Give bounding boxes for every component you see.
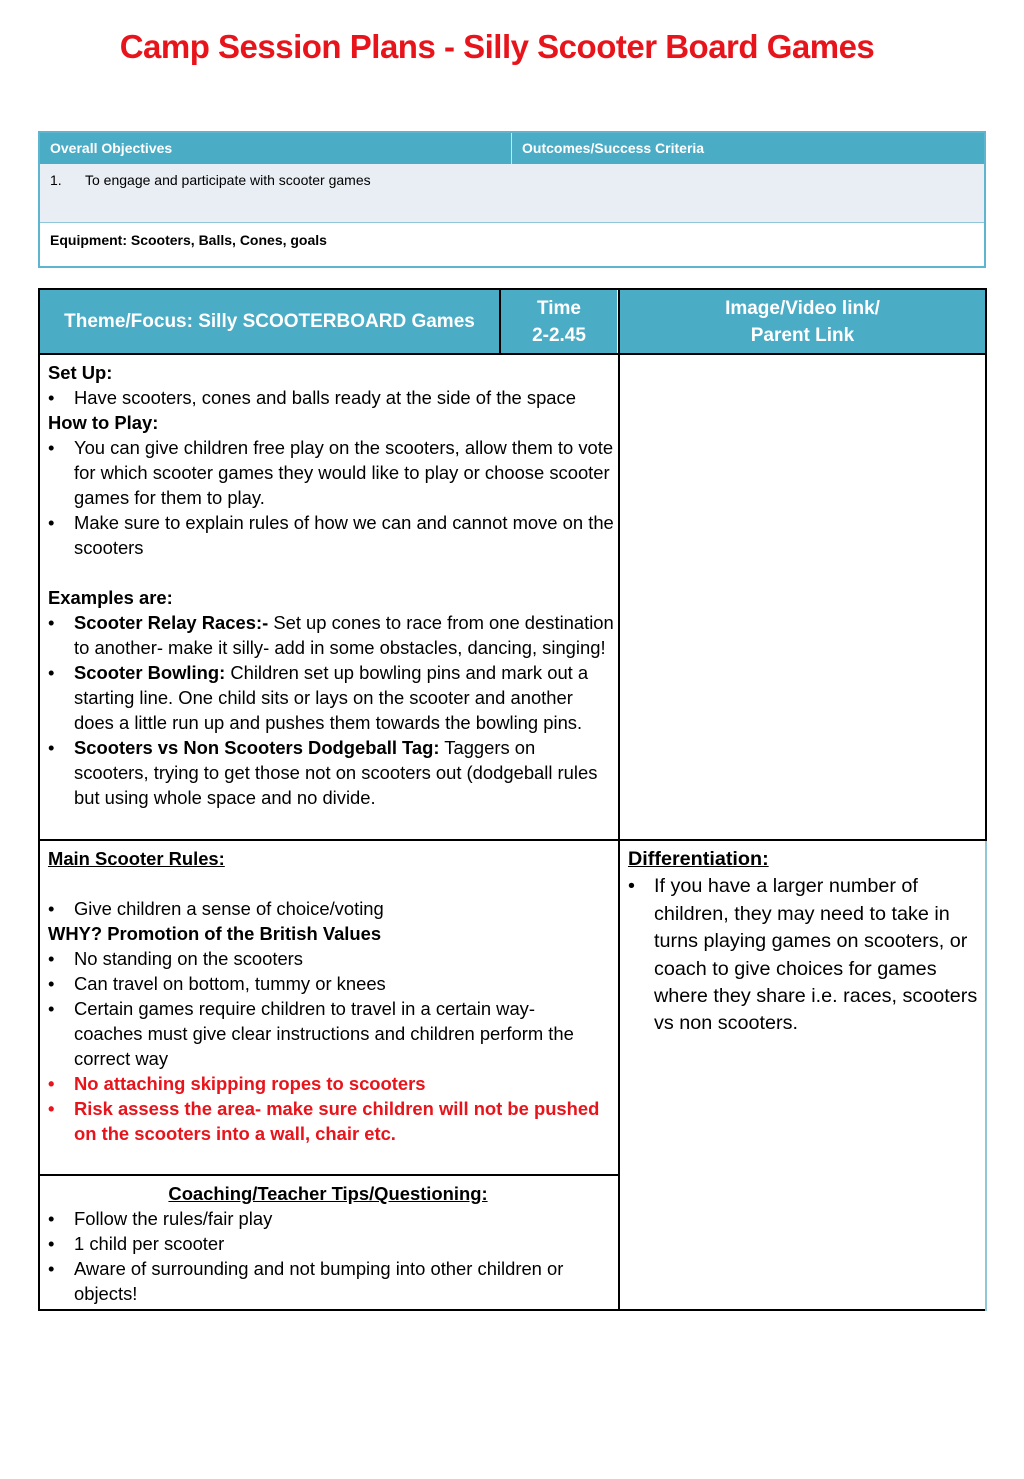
border-header-bottom — [38, 353, 987, 355]
list-item: • You can give children free play on the scooters, allow them to vote for which scooter games they would like to play or choose scooter games for them to play. — [48, 435, 614, 510]
example-name: Scooter Relay Races:- — [74, 612, 269, 633]
list-item: • Give children a sense of choice/voting — [48, 896, 608, 921]
theme-header — [40, 290, 499, 353]
media-header — [620, 290, 985, 353]
examples-heading: Examples are: — [48, 587, 173, 608]
equipment-text: Equipment: Scooters, Balls, Cones, goals — [50, 232, 327, 248]
list-item: • No attaching skipping ropes to scooters — [48, 1071, 608, 1096]
example-text: Set up cones to race from one destination to another- make it silly- add in some obstacles, dancing, singing! — [74, 612, 614, 658]
differentiation-list — [628, 873, 980, 1037]
examples-list — [48, 610, 614, 810]
list-item: • Certain games require children to travel in a certain way- coaches must give clear instructions and children perform the correct way — [48, 996, 608, 1071]
tips-heading: Coaching/Teacher Tips/Questioning: — [168, 1183, 488, 1204]
howto-heading: How to Play: — [48, 412, 159, 433]
border-right-upper — [985, 288, 987, 841]
page-title: Camp Session Plans - Silly Scooter Board Games — [119, 28, 875, 65]
list-item: • Risk assess the area- make sure children will not be pushed on the scooters into a wall, chair etc. — [48, 1096, 608, 1146]
rules-heading: Main Scooter Rules: — [48, 848, 225, 869]
activity-description — [48, 360, 614, 810]
differentiation-heading: Differentiation: — [628, 848, 769, 870]
objective-row — [40, 164, 984, 223]
equipment-row — [40, 223, 984, 266]
list-item — [48, 735, 614, 810]
border-time-left — [499, 288, 501, 355]
tips-list — [48, 1206, 608, 1306]
howto-list — [48, 435, 614, 560]
list-item: • Have scooters, cones and balls ready at the side of the space — [48, 385, 614, 410]
border-right-lower — [985, 841, 987, 1311]
rules-list — [48, 946, 608, 1146]
example-text: Children set up bowling pins and mark out a starting line. One child sits or lays on the scooter and another does a little run up and pushes them towards the bowling pins. — [74, 662, 589, 733]
media-label-line1: Image/Video link/ — [725, 297, 880, 319]
list-item: • No standing on the scooters — [48, 946, 608, 971]
session-plan-table — [38, 288, 987, 1311]
list-item: • Follow the rules/fair play — [48, 1206, 608, 1231]
time-value: 2-2.45 — [532, 324, 586, 346]
example-name: Scooter Bowling: — [74, 662, 226, 683]
border-bottom — [38, 1309, 987, 1311]
time-header — [501, 290, 617, 353]
list-item: • If you have a larger number of children, they may need to take in turns playing games on scooters, or coach to give choices for games where they share i.e. races, scooters vs non scooters. — [628, 873, 980, 1037]
example-text: Taggers on scooters, trying to get those not on scooters out (dodgeball rules but using whole space and no divide. — [74, 737, 598, 808]
rules-first-list — [48, 896, 608, 921]
list-item: • Can travel on bottom, tummy or knees — [48, 971, 608, 996]
header-outcomes: Outcomes/Success Criteria — [522, 140, 705, 156]
theme-label: Theme/Focus: Silly SCOOTERBOARD Games — [64, 311, 475, 332]
list-item: • 1 child per scooter — [48, 1231, 608, 1256]
example-name: Scooters vs Non Scooters Dodgeball Tag: — [74, 737, 440, 758]
differentiation-section — [628, 846, 980, 1038]
border-left — [38, 288, 40, 1311]
setup-list — [48, 385, 614, 410]
media-label-line2: Parent Link — [750, 324, 855, 346]
time-label: Time — [536, 297, 581, 319]
objective-number: 1. — [50, 172, 62, 188]
border-middle — [618, 288, 620, 1311]
objectives-table — [38, 131, 986, 268]
border-section-divider — [38, 839, 987, 841]
objectives-header-row — [40, 133, 984, 164]
header-divider — [511, 133, 512, 164]
objective-text: To engage and participate with scooter games — [85, 172, 371, 188]
list-item — [48, 660, 614, 735]
list-item: • Make sure to explain rules of how we can and cannot move on the scooters — [48, 510, 614, 560]
border-tips-divider — [38, 1174, 619, 1176]
list-item: • Aware of surrounding and not bumping into other children or objects! — [48, 1256, 608, 1306]
rules-section — [48, 846, 608, 1146]
rules-why: WHY? Promotion of the British Values — [48, 923, 382, 944]
setup-heading: Set Up: — [48, 362, 113, 383]
list-item — [48, 610, 614, 660]
tips-section — [48, 1181, 608, 1306]
border-top — [38, 288, 987, 290]
header-overall-objectives: Overall Objectives — [50, 140, 173, 156]
